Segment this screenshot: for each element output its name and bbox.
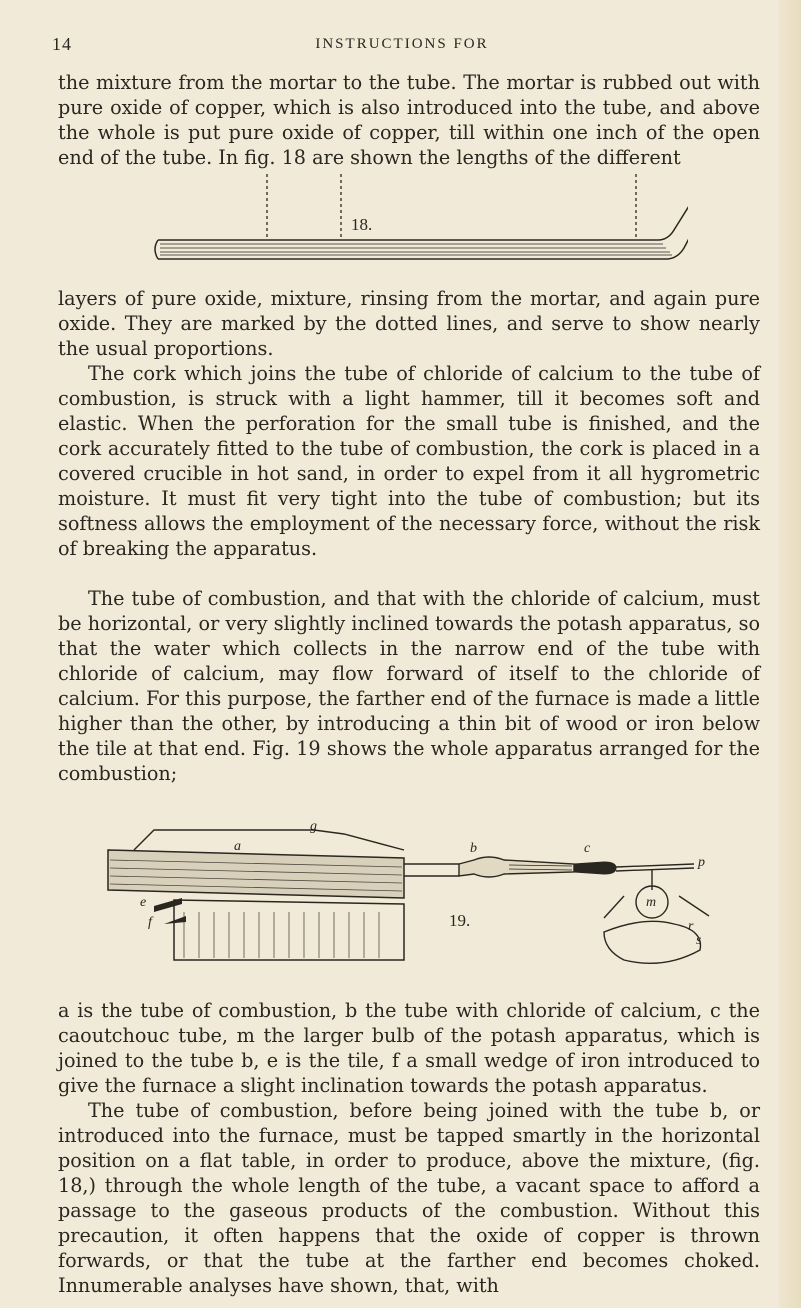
furnace	[108, 850, 404, 960]
combustion-tube-a	[404, 864, 459, 876]
tile	[154, 898, 182, 912]
chloride-tube-b	[459, 857, 574, 877]
paragraph-4: The tube of combustion, and that with the chloride of calcium, must be horizontal, or very slightly inclined towards the potash apparatus, so that the water which collects in the narrow end of the tube with chloride of calcium, may flow forward of itself to the chloride of calcium. For this purpose, the farther end of the furnace is made a little higher than the other, by introducing a thin bit of wood or iron below the tile at that end. Fig. 19 shows the whole apparatus arranged for the combustion;	[58, 587, 760, 785]
paragraph-3: The cork which joins the tube of chloride of calcium to the tube of combustion, is struck with a light hammer, till it becomes soft and elastic. When the perforation for the small tube is finished, and the cork accurately fitted to the tube of combustion, the cork is placed in a covered crucible in hot sand, in order to expel from it all hygrometric moisture. It must fit very tight into the tube of combustion; but its softness allows the employment of the necessary force, without the risk of breaking the apparatus.	[58, 362, 760, 560]
letter-b: b	[470, 841, 477, 856]
dotted-divider-lines	[267, 174, 636, 240]
combustion-tube-fig18	[155, 198, 688, 259]
paragraph-2: layers of pure oxide, mixture, rinsing from the mortar, and again pure oxide. They are marked by the dotted lines, and serve to show nearly the usual proportions.	[58, 287, 760, 360]
letter-e: e	[140, 895, 147, 910]
potash-apparatus	[604, 864, 709, 963]
paragraph-1: the mixture from the mortar to the tube. The mortar is rubbed out with pure oxide of copper, which is also introduced into the tube, and above the whole is put pure oxide of copper, till within one inch of the open end of the tube. In fig. 18 are shown the lengths of the different	[58, 71, 760, 169]
page-number: 14	[52, 34, 72, 54]
letter-c: c	[584, 841, 591, 856]
letter-f: f	[148, 915, 152, 930]
figure-19-label: 19.	[449, 911, 471, 930]
paragraph-5: a is the tube of combustion, b the tube with chloride of calcium, c the caoutchouc tube, m the larger bulb of the potash apparatus, which is joined to the tube b, e is the tile, f a small wedge of iron introduced to give the furnace a slight inclination towards the potash apparatus.	[58, 999, 760, 1097]
wedge	[164, 916, 186, 924]
running-title: INSTRUCTIONS FOR	[315, 36, 489, 52]
letter-r: r	[688, 919, 694, 934]
figure-18	[148, 168, 688, 266]
furnace-cover	[134, 830, 404, 850]
letter-m: m	[646, 895, 657, 910]
paragraph-6: The tube of combustion, before being joined with the tube b, or introduced into the furnace, must be tapped smartly in the horizontal position on a flat table, in order to produce, above the mixture, (fig. 18,) through the whole length of the tube, a vacant space to afford a passage to the gaseous products of the combustion. Without this precaution, it often happens that the oxide of copper is thrown forwards, or that the tube at the farther end becomes choked. Innumerable analyses have shown, that, with	[58, 1099, 760, 1297]
letter-g: g	[310, 820, 317, 834]
figure-18-label: 18.	[351, 215, 373, 234]
caoutchouc-tube-c	[574, 862, 616, 874]
page-header	[52, 34, 752, 58]
letter-s: s	[696, 933, 702, 948]
letter-a: a	[234, 839, 241, 854]
page-edge	[779, 0, 801, 1308]
figure-19	[104, 820, 724, 980]
letter-p: p	[698, 855, 705, 870]
